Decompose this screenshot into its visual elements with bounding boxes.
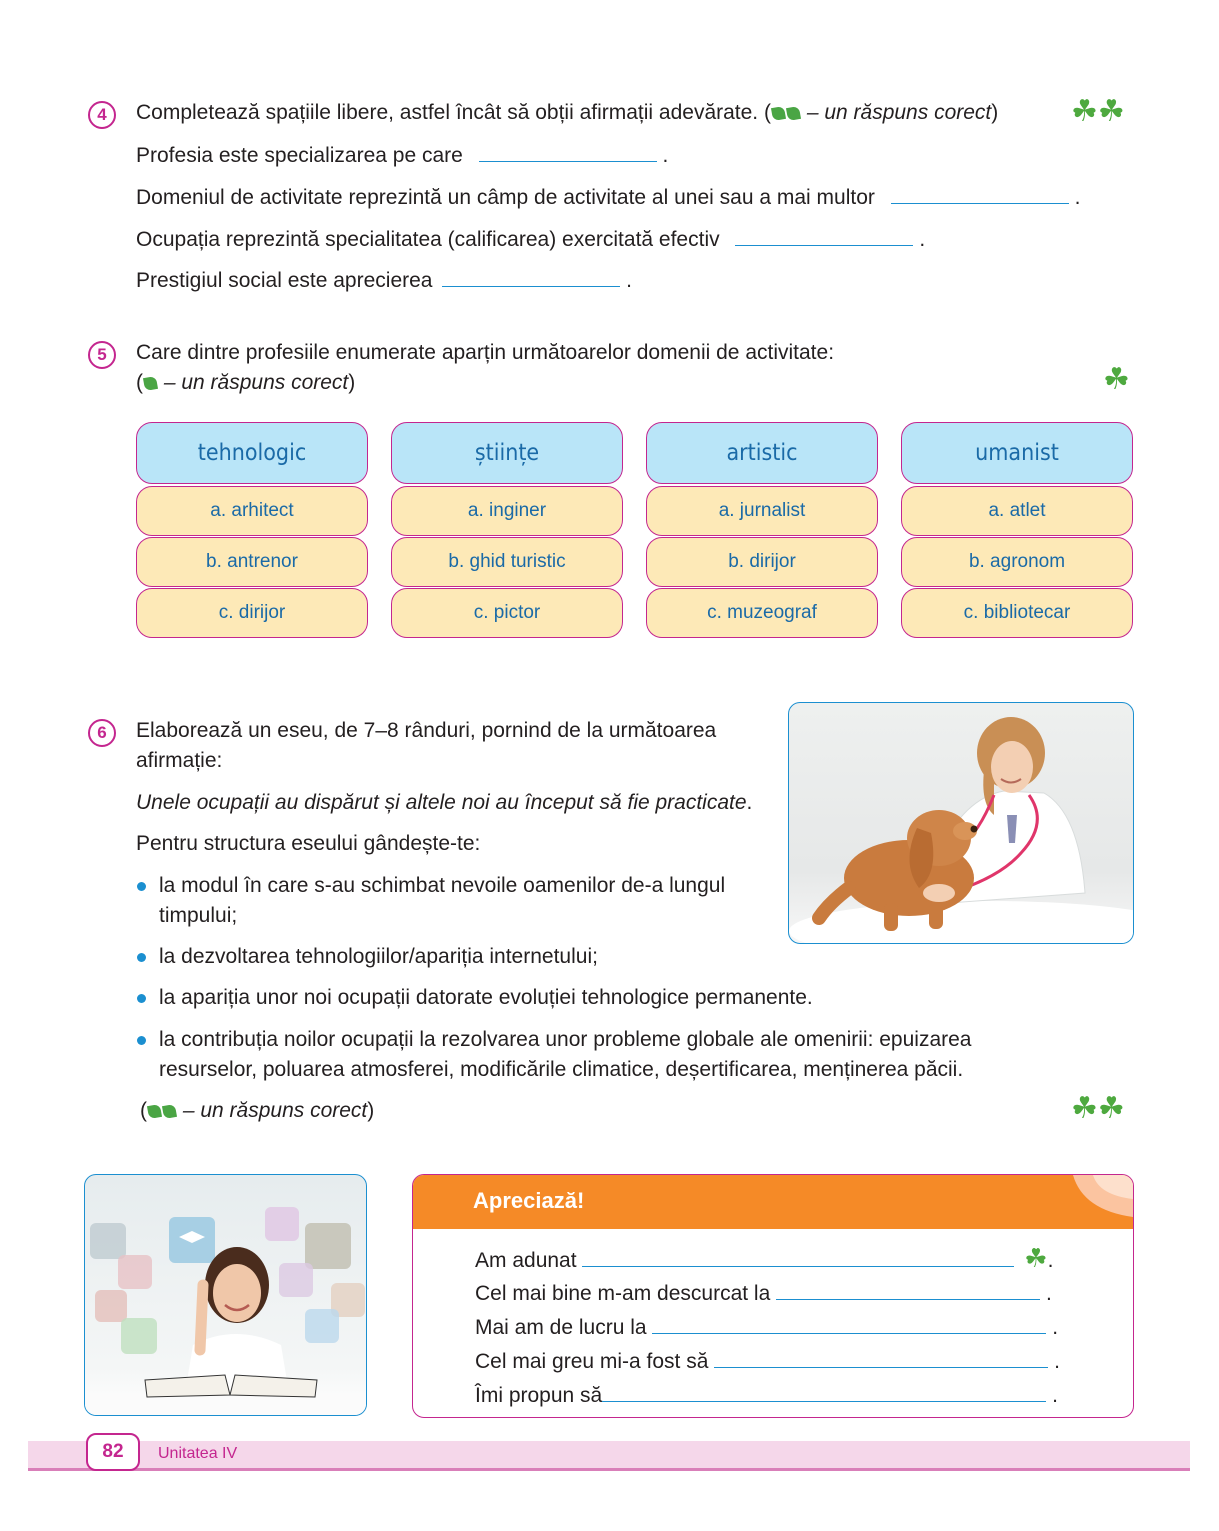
period: . — [662, 144, 669, 167]
quote-text: Unele ocupații au dispărut și altele noi au început să fie practicate — [136, 791, 747, 814]
bullet-item — [159, 983, 813, 1013]
option-card[interactable]: c. bibliotecar — [901, 588, 1133, 638]
option-card[interactable]: a. inginer — [391, 486, 623, 536]
exercise-5-instruction: Care dintre profesiile enumerate aparțin următoarelor domenii de activitate: — [136, 341, 835, 364]
assessment-line — [475, 1345, 1060, 1377]
fill-line — [136, 223, 925, 255]
option-card[interactable]: a. jurnalist — [646, 486, 878, 536]
fill-line — [136, 181, 1080, 213]
leaf-icon — [162, 1104, 177, 1119]
option-card[interactable]: c. dirijor — [136, 588, 368, 638]
open-paren: ( — [140, 1099, 147, 1122]
period: . — [626, 269, 633, 292]
score-note: – un răspuns corect — [800, 101, 992, 124]
answer-blank[interactable] — [479, 139, 657, 162]
answer-blank[interactable] — [891, 181, 1069, 204]
fill-line-text: Prestigiul social este aprecierea — [136, 269, 433, 292]
answer-blank[interactable] — [602, 1379, 1046, 1402]
bullet-dot-icon — [137, 882, 146, 891]
clover-icon: ☘☘ — [1071, 95, 1125, 128]
veterinarian-illustration — [789, 703, 1134, 944]
answer-blank[interactable] — [582, 1244, 1014, 1267]
answer-blank[interactable] — [652, 1311, 1046, 1334]
student-photo — [84, 1174, 367, 1416]
bullet-line: la dezvoltarea tehnologiilor/apariția internetului; — [159, 945, 598, 968]
exercise-6-instruction-line2: afirmație: — [136, 749, 223, 772]
assessment-line — [475, 1277, 1052, 1309]
exercise-number: 6 — [88, 719, 116, 747]
bullet-dot-icon — [137, 953, 146, 962]
answer-blank[interactable] — [735, 223, 913, 246]
score-note: – un răspuns corect — [158, 371, 349, 394]
option-card[interactable]: a. atlet — [901, 486, 1133, 536]
clover-icon: ☘☘ — [1071, 1092, 1125, 1125]
assessment-label: Am adunat — [475, 1249, 577, 1272]
period: . — [1074, 186, 1081, 209]
bullet-line: la modul în care s-au schimbat nevoile oamenilor de-a lungul — [159, 874, 726, 897]
fill-line-text: Domeniul de activitate reprezintă un câmp de activitate al unei sau a mai multor — [136, 186, 875, 209]
exercise-6-score — [140, 1096, 374, 1126]
exercise-4-instruction — [136, 98, 998, 128]
leaf-icon — [771, 106, 786, 121]
period: . — [1052, 1316, 1059, 1339]
bullet-item — [159, 942, 598, 972]
category-header: științe — [391, 422, 623, 484]
fill-line — [136, 139, 668, 171]
page-number: 82 — [102, 1441, 124, 1462]
period: . — [1054, 1350, 1060, 1373]
open-paren: ( — [136, 371, 143, 394]
bullet-line: resurselor, poluarea atmosferei, modificările climatice, deșertificarea, menținerea păcii. — [159, 1058, 964, 1081]
answer-blank[interactable] — [442, 264, 620, 287]
page-number-badge — [86, 1433, 140, 1471]
bullet-line: la contribuția noilor ocupații la rezolvarea unor probleme globale ale omenirii: epuizarea — [159, 1028, 972, 1051]
bullet-dot-icon — [137, 1036, 146, 1045]
exercise-number: 4 — [88, 101, 116, 129]
assessment-label: Cel mai bine m-am descurcat la — [475, 1282, 771, 1305]
assessment-line — [475, 1311, 1058, 1343]
close-paren: ) — [367, 1099, 375, 1122]
assessment-line — [475, 1243, 1053, 1276]
option-card[interactable]: b. dirijor — [646, 537, 878, 587]
fill-line-text: Profesia este specializarea pe care — [136, 144, 463, 167]
assessment-label: Mai am de lucru la — [475, 1316, 647, 1339]
category-header: tehnologic — [136, 422, 368, 484]
period: . — [919, 228, 926, 251]
period: . — [1047, 1249, 1054, 1272]
leaf-icon — [786, 106, 801, 121]
exercise-5-score — [136, 368, 355, 398]
bullet-dot-icon — [137, 994, 146, 1003]
assessment-label: Îmi propun să — [475, 1384, 603, 1407]
fill-line-text: Ocupația reprezintă specialitatea (calificarea) exercitată efectiv — [136, 228, 720, 251]
self-assessment-box — [412, 1174, 1134, 1418]
category-header: artistic — [646, 422, 878, 484]
bullet-item — [159, 871, 725, 931]
option-card[interactable]: a. arhitect — [136, 486, 368, 536]
bullet-item — [159, 1025, 971, 1085]
leaf-icon — [143, 376, 158, 391]
assessment-line — [475, 1379, 1058, 1411]
option-card[interactable]: b. agronom — [901, 537, 1133, 587]
self-assessment-title: Apreciază! — [473, 1188, 585, 1213]
student-illustration — [85, 1175, 367, 1416]
bullet-line: la apariția unor noi ocupații datorate evoluției tehnologice permanente. — [159, 986, 813, 1009]
answer-blank[interactable] — [776, 1277, 1040, 1300]
structure-intro: Pentru structura eseului gândește-te: — [136, 832, 481, 855]
score-note: – un răspuns corect — [177, 1099, 368, 1122]
option-card[interactable]: c. muzeograf — [646, 588, 878, 638]
header-curve-decoration — [1063, 1175, 1133, 1235]
exercise-6-instruction-line1: Elaborează un eseu, de 7–8 rânduri, pornind de la următoarea — [136, 719, 717, 742]
instruction-text: Completează spațiile libere, astfel încât să obții afirmații adevărate. ( — [136, 101, 771, 124]
clover-icon: ☘ — [1024, 1243, 1048, 1273]
assessment-label: Cel mai greu mi-a fost să — [475, 1350, 709, 1373]
period: . — [1045, 1282, 1052, 1305]
category-header: umanist — [901, 422, 1133, 484]
exercise-number: 5 — [88, 341, 116, 369]
option-card[interactable]: b. antrenor — [136, 537, 368, 587]
unit-label: Unitatea IV — [158, 1445, 238, 1462]
close-paren: ) — [991, 101, 999, 124]
clover-icon: ☘ — [1103, 363, 1130, 396]
answer-blank[interactable] — [714, 1345, 1048, 1368]
leaf-icon — [147, 1104, 162, 1119]
fill-line — [136, 264, 632, 296]
option-card[interactable]: c. pictor — [391, 588, 623, 638]
period: . — [746, 791, 753, 814]
close-paren: ) — [348, 371, 356, 394]
veterinarian-photo — [788, 702, 1134, 944]
essay-quote — [136, 788, 752, 818]
bullet-line: timpului; — [159, 904, 238, 927]
period: . — [1052, 1384, 1058, 1407]
option-card[interactable]: b. ghid turistic — [391, 537, 623, 587]
